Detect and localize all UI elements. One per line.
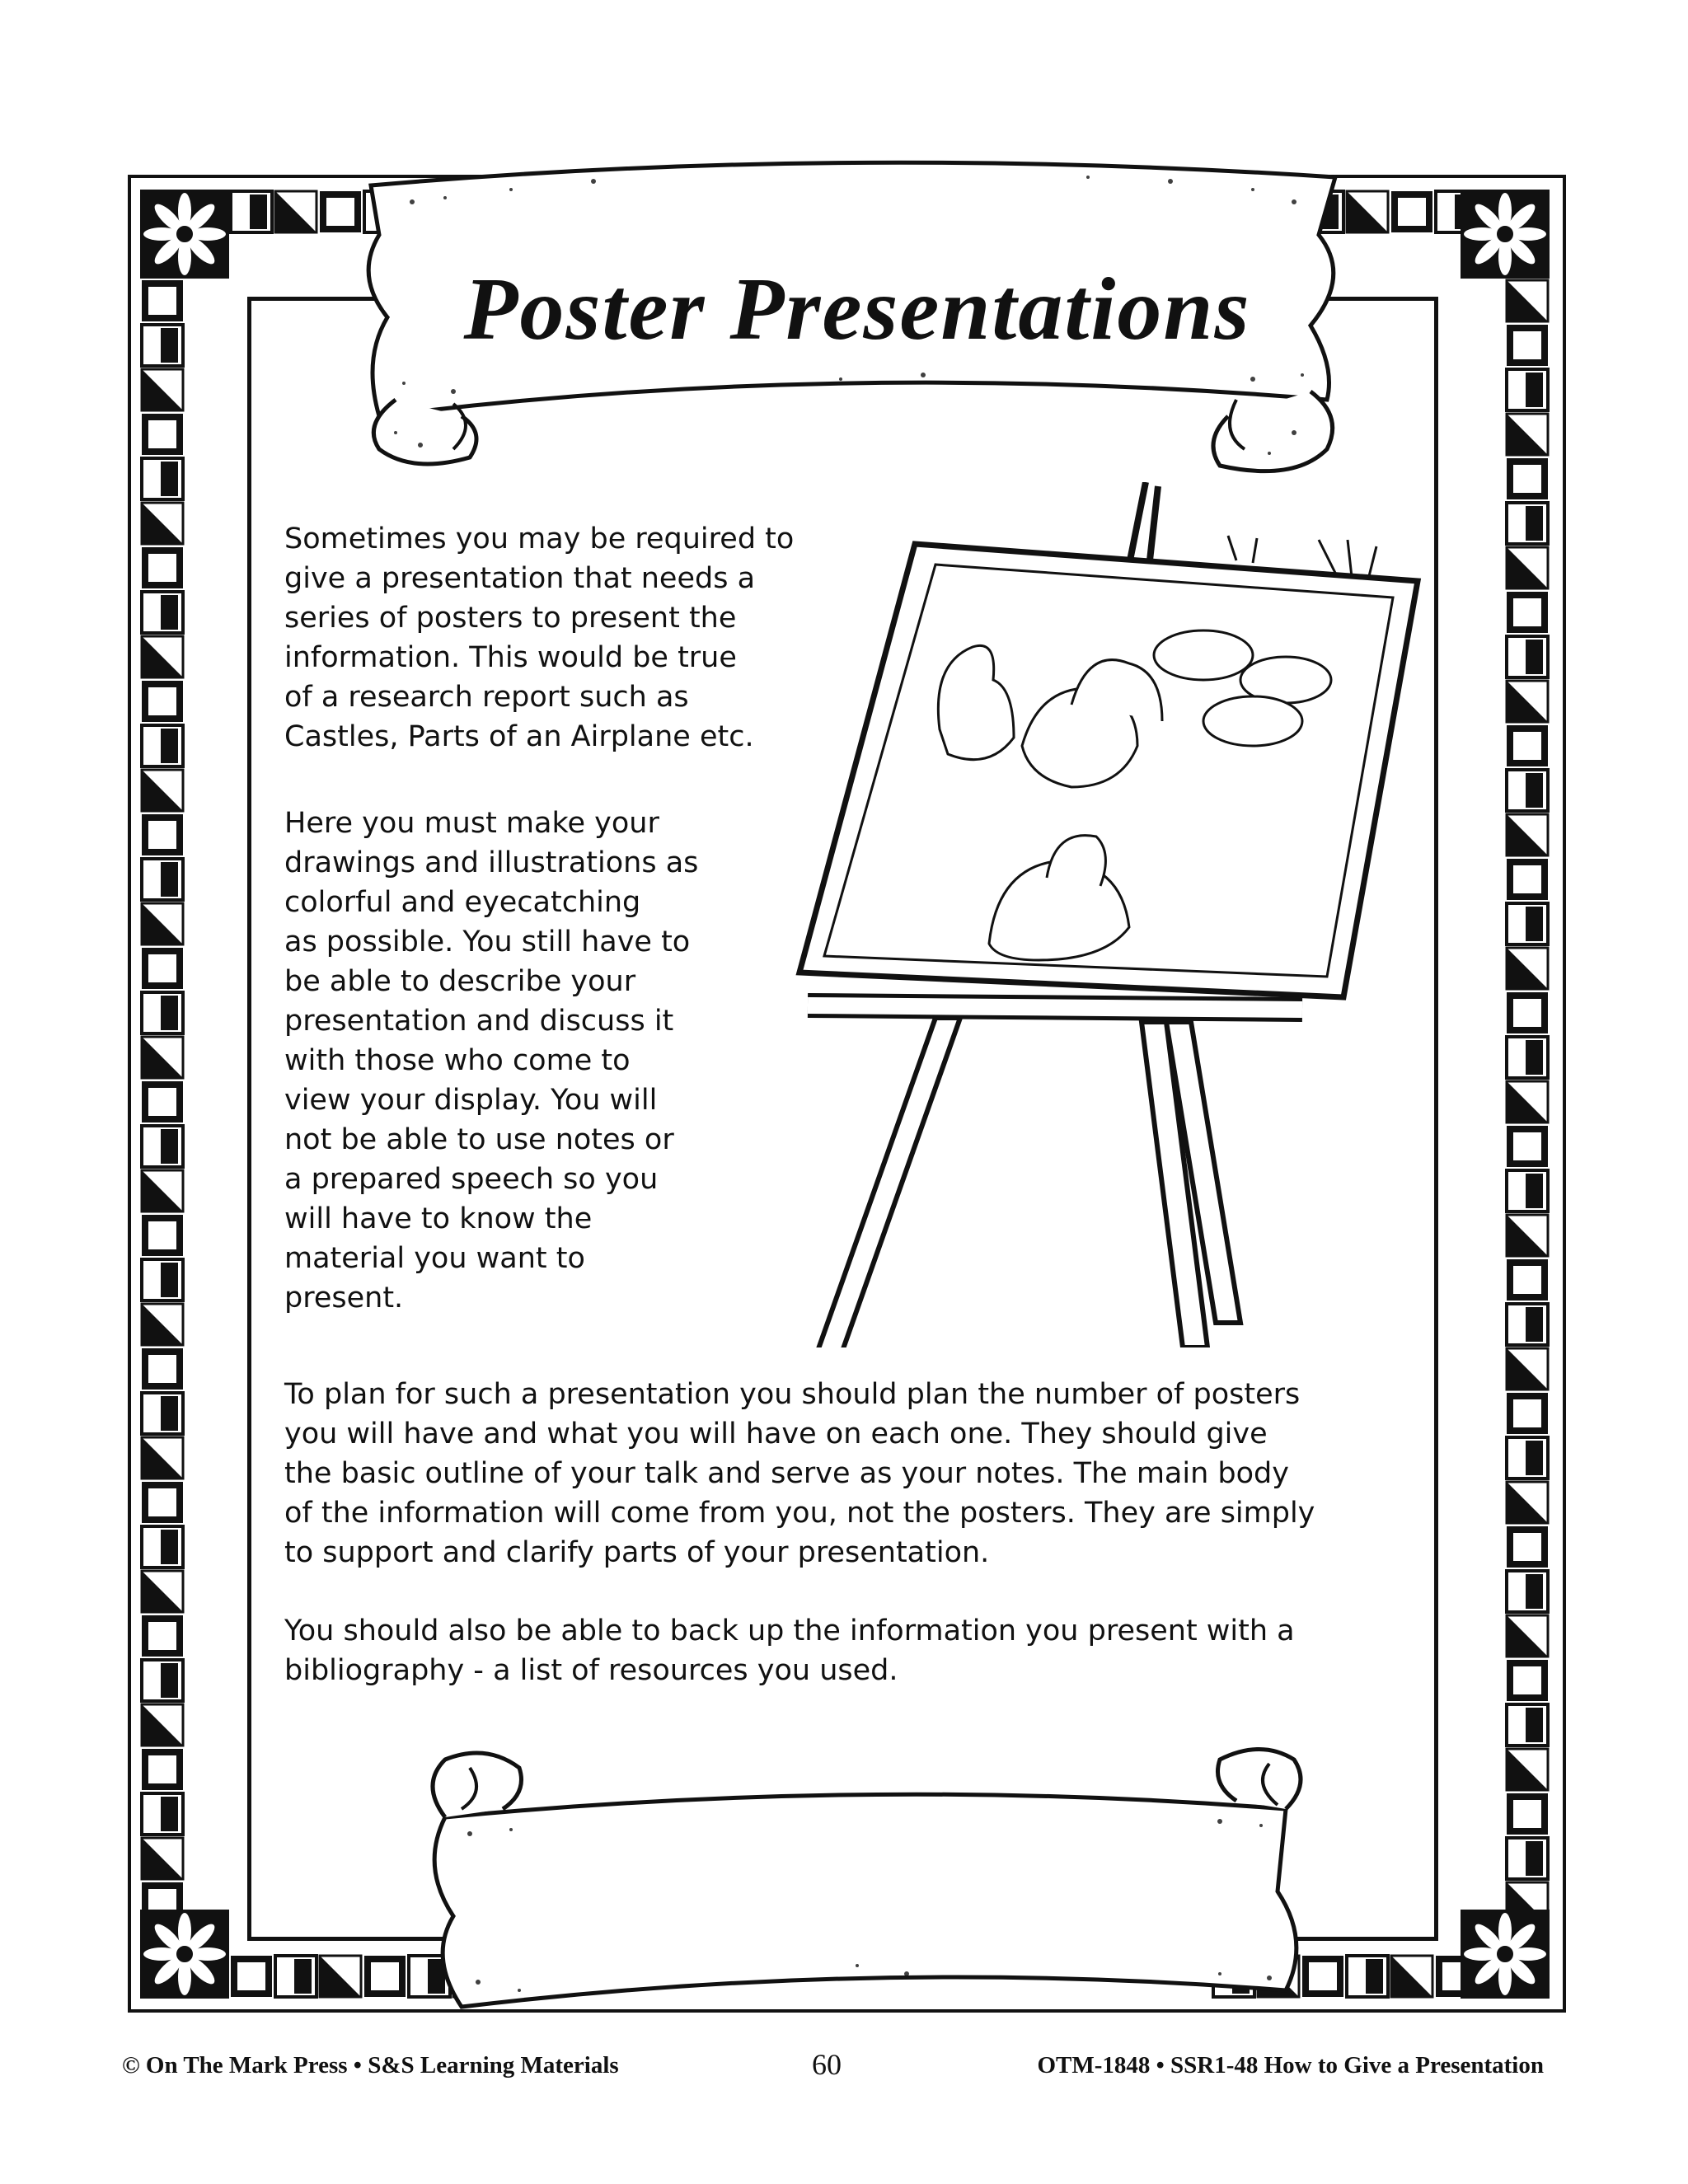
- footer-page-number: 60: [812, 2048, 842, 2081]
- footer-publisher: © On The Mark Press • S&S Learning Materials: [122, 2052, 619, 2079]
- planning-paragraph: To plan for such a presentation you should plan the number of posters you will have and what you will have on each one. They should give the basic outline of your talk and serve as your notes. The main body of the information will come from you, not the posters. They are simply to support and clarify parts of your presentation.: [284, 1378, 1315, 1569]
- easel-with-dinosaur-hatchlings-poster-icon: [775, 482, 1434, 1347]
- page-title: Poster Presentations: [463, 260, 1251, 359]
- intro-paragraph: Sometimes you may be required to give a presentation that needs a series of posters to present the information. This would be true of a research report such as Castles, Parts of an Airplane etc.: [284, 523, 795, 753]
- illustrations-paragraph: Here you must make your drawings and illustrations as colorful and eyecatching as possible. You still have to be able to describe your presentation and discuss it with those who come to view your display. You will not be able to use notes or a prepared speech so you will have to know the material you want to present.: [284, 807, 699, 1315]
- bibliography-paragraph: You should also be able to back up the information you present with a bibliography - a list of resources you used.: [284, 1615, 1295, 1687]
- footer-product-code: OTM-1848 • SSR1-48 How to Give a Presentation: [1037, 2052, 1544, 2079]
- bottom-banner-scroll: [396, 1727, 1343, 2044]
